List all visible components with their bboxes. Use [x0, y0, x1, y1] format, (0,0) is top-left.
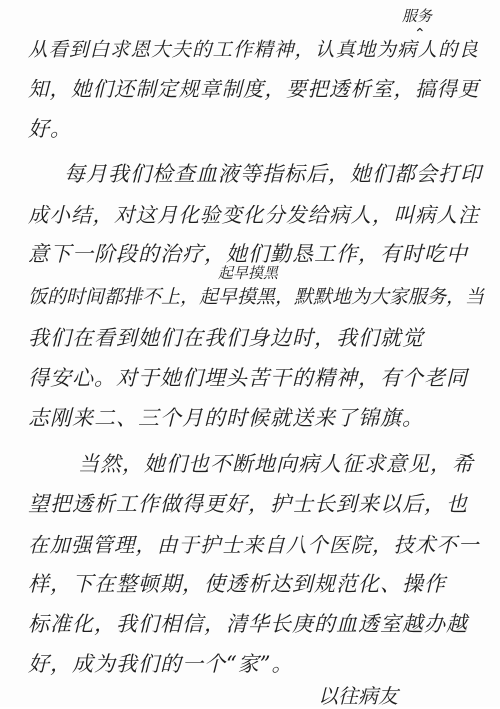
letter-line-5: 成小结，对这月化验变化分发给病人，叫病人注: [28, 203, 480, 227]
letter-line-14: 样，下在整顿期，使透析达到规范化、操作: [28, 572, 446, 596]
letter-line-12: 望把透析工作做得更好，护士长到来以后，也: [28, 492, 468, 516]
letter-line-1: 从看到白求恩大夫的工作精神，认真地为病人的良: [28, 38, 480, 61]
letter-line-11: 当然，她们也不断地向病人征求意见，希: [78, 452, 474, 476]
letter-line-9: 得安心。对于她们埋头苦干的精神，有个老同: [28, 366, 468, 390]
insertion-service: 服务: [402, 7, 433, 25]
letter-line-15: 标准化，我们相信，清华长庚的血透室越办越: [28, 612, 468, 636]
letter-line-8: 我们在看到她们在我们身边时，我们就觉: [28, 326, 424, 350]
letter-line-2: 知，她们还制定规章制度，要把透析室，搞得更: [28, 77, 480, 101]
signature: 以往病友: [318, 684, 398, 708]
letter-line-10: 志刚来二、三个月的时候就送来了锦旗。: [28, 406, 424, 430]
letter-line-6: 意下一阶段的治疗，她们勤恳工作，有时吃中: [28, 242, 468, 266]
letter-line-16: 好，成为我们的一个“家”。: [28, 652, 294, 676]
letter-line-4: 每月我们检查血液等指标后，她们都会打印: [64, 162, 482, 186]
letter-line-3: 好。: [28, 117, 72, 141]
insertion-caret: ⌃: [414, 26, 426, 42]
letter-line-7: 饭的时间都排不上，起早摸黑，默默地为大家服务，当: [28, 286, 485, 308]
insertion-early-late: 起早摸黑: [218, 264, 279, 282]
letter-line-13: 在加强管理，由于护士来自八个医院，技术不一: [28, 533, 480, 557]
